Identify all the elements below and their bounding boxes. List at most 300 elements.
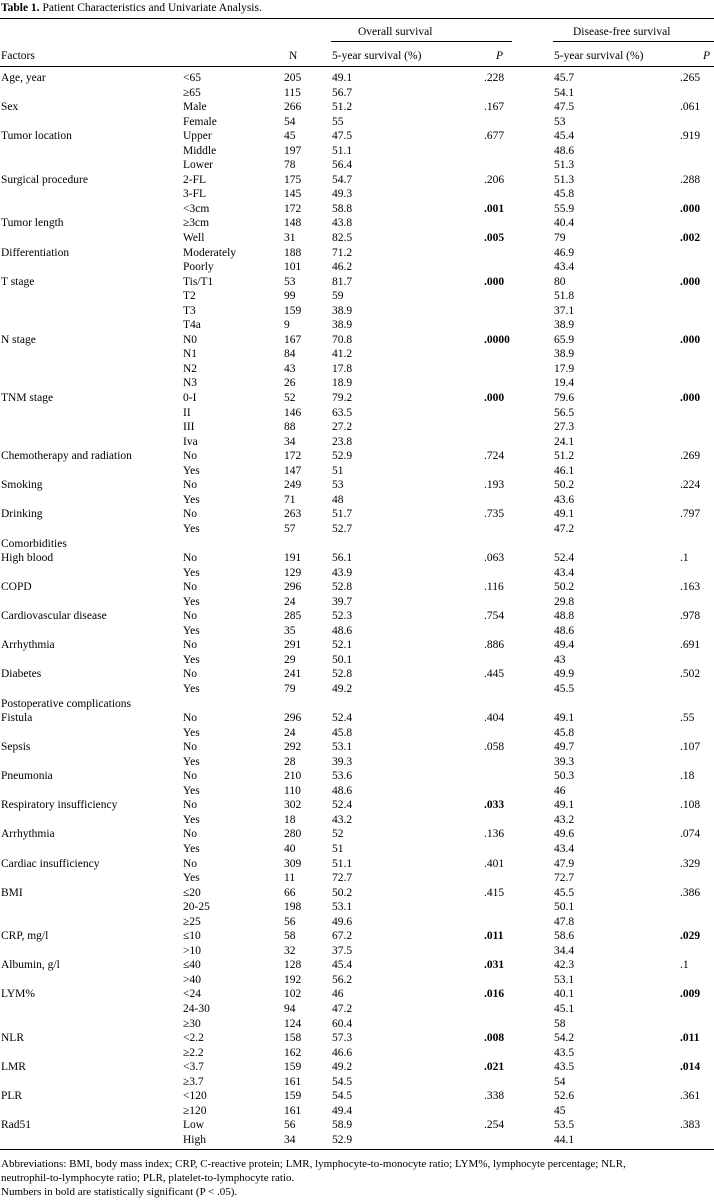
os-p-value-cell: .031 <box>484 959 505 972</box>
os-survival-cell: 50.1 <box>332 653 353 666</box>
table-body <box>0 71 714 1147</box>
n-cell: 161 <box>284 1104 302 1117</box>
factor-cell: Arrhythmia <box>1 828 55 841</box>
table-row <box>0 260 714 275</box>
level-cell: Yes <box>183 595 200 608</box>
level-cell: T2 <box>183 290 196 303</box>
table-row <box>0 71 714 86</box>
n-cell: 249 <box>284 479 302 492</box>
level-cell: Well <box>183 232 205 245</box>
os-survival-cell: 51.1 <box>332 144 353 157</box>
dfs-p-value-cell: .18 <box>680 770 695 783</box>
factor-cell: Chemotherapy and radiation <box>1 450 132 463</box>
level-cell: Poorly <box>183 261 214 274</box>
dfs-survival-cell: 40.4 <box>554 217 575 230</box>
n-cell: 148 <box>284 217 302 230</box>
dfs-survival-cell: 54.2 <box>554 1032 575 1045</box>
dfs-survival-cell: 65.9 <box>554 333 575 346</box>
n-cell: 205 <box>284 72 302 84</box>
level-cell: 20-25 <box>183 901 210 914</box>
level-cell: No <box>183 610 198 623</box>
n-cell: 159 <box>284 1061 302 1074</box>
dfs-survival-cell: 48.6 <box>554 624 575 637</box>
table-row <box>0 173 714 188</box>
n-cell: 84 <box>284 348 296 361</box>
table-row <box>0 653 714 668</box>
n-cell: 57 <box>284 522 296 535</box>
dfs-p-value-cell: .163 <box>680 581 701 594</box>
header-os-p: P <box>496 50 504 62</box>
os-p-value-cell: .008 <box>484 1032 505 1045</box>
table-row <box>0 624 714 639</box>
level-cell: <3.7 <box>183 1061 204 1074</box>
dfs-p-value-cell: .002 <box>680 232 701 245</box>
dfs-p-value-cell: .269 <box>680 450 701 463</box>
level-cell: No <box>183 581 198 594</box>
n-cell: 145 <box>284 188 302 201</box>
dfs-survival-cell: 19.4 <box>554 377 575 390</box>
os-survival-cell: 52.4 <box>332 712 353 725</box>
table-row <box>0 1075 714 1090</box>
level-cell: Male <box>183 101 207 114</box>
factor-cell: Comorbidities <box>1 537 67 550</box>
level-cell: Lower <box>183 159 214 172</box>
factor-cell: Sepsis <box>1 741 31 754</box>
dfs-survival-cell: 53.1 <box>554 973 575 986</box>
dfs-survival-cell: 38.9 <box>554 319 575 332</box>
factor-cell: Fistula <box>1 712 33 725</box>
dfs-survival-cell: 51.2 <box>554 450 575 463</box>
table-row <box>0 973 714 988</box>
table-row <box>0 1031 714 1046</box>
dfs-p-value-cell: .000 <box>680 275 701 288</box>
dfs-survival-cell: 58 <box>554 1017 566 1030</box>
dfs-survival-cell: 49.9 <box>554 668 575 681</box>
dfs-survival-cell: 42.3 <box>554 959 575 972</box>
table-row <box>0 551 714 566</box>
n-cell: 159 <box>284 1090 302 1103</box>
dfs-survival-cell: 39.3 <box>554 755 575 768</box>
header-rule <box>0 66 714 67</box>
dfs-survival-cell: 24.1 <box>554 435 575 448</box>
os-survival-cell: 56.1 <box>332 552 353 565</box>
os-p-value-cell: .021 <box>484 1061 505 1074</box>
level-cell: Iva <box>183 435 198 448</box>
n-cell: 175 <box>284 173 302 186</box>
os-survival-cell: 46.2 <box>332 261 353 274</box>
n-cell: 110 <box>284 784 301 797</box>
os-p-value-cell: .415 <box>484 886 505 899</box>
dfs-survival-cell: 55.9 <box>554 202 575 215</box>
level-cell: Upper <box>183 130 212 143</box>
dfs-survival-cell: 49.6 <box>554 828 575 841</box>
os-p-value-cell: .735 <box>484 508 505 521</box>
dfs-p-value-cell: .1 <box>680 959 689 972</box>
os-p-value-cell: .445 <box>484 668 505 681</box>
table-row <box>0 304 714 319</box>
dfs-p-value-cell: .329 <box>680 857 701 870</box>
dfs-survival-cell: 50.2 <box>554 479 575 492</box>
dfs-survival-cell: 49.1 <box>554 712 575 725</box>
level-cell: 24-30 <box>183 1003 210 1015</box>
level-cell: No <box>183 857 198 870</box>
dfs-p-value-cell: .386 <box>680 886 701 899</box>
level-cell: No <box>183 828 198 841</box>
level-cell: <2.2 <box>183 1032 204 1045</box>
os-p-value-cell: .063 <box>484 552 505 565</box>
footnote-abbreviations-line2: neutrophil-to-lymphocyte ratio; PLR, platelet-to-lymphocyte ratio. <box>1 1172 295 1184</box>
level-cell: No <box>183 741 198 754</box>
dfs-p-value-cell: .014 <box>680 1061 701 1074</box>
n-cell: 94 <box>284 1003 296 1015</box>
os-p-value-cell: .338 <box>484 1090 505 1103</box>
header-dfs-p: P <box>703 50 711 62</box>
os-survival-cell: 51.1 <box>332 857 353 870</box>
level-cell: ≤20 <box>183 886 201 899</box>
n-cell: 191 <box>284 552 302 565</box>
table-row <box>0 231 714 246</box>
level-cell: Yes <box>183 813 200 826</box>
dfs-p-value-cell: .061 <box>680 101 701 114</box>
n-cell: 58 <box>284 930 296 943</box>
dfs-survival-cell: 79 <box>554 232 566 245</box>
table-row <box>0 347 714 362</box>
os-survival-cell: 54.5 <box>332 1075 353 1088</box>
n-cell: 101 <box>284 261 302 274</box>
os-survival-cell: 82.5 <box>332 232 353 245</box>
factor-cell: Albumin, g/l <box>1 959 60 972</box>
n-cell: 56 <box>284 1119 296 1132</box>
table-row <box>0 478 714 493</box>
factor-cell: Tumor length <box>1 217 64 230</box>
n-cell: 56 <box>284 915 296 928</box>
table-row <box>0 537 714 552</box>
os-survival-cell: 41.2 <box>332 348 353 361</box>
table-row <box>0 886 714 901</box>
os-p-value-cell: .033 <box>484 799 505 812</box>
level-cell: 2-FL <box>183 173 206 186</box>
n-cell: 88 <box>284 421 296 434</box>
table-row <box>0 697 714 712</box>
level-cell: <3cm <box>183 202 210 215</box>
table-row <box>0 609 714 624</box>
table-row <box>0 667 714 682</box>
os-survival-cell: 39.3 <box>332 755 353 768</box>
factor-cell: Age, year <box>1 72 46 84</box>
os-survival-cell: 59 <box>332 290 344 303</box>
os-p-value-cell: .886 <box>484 639 505 652</box>
level-cell: Yes <box>183 726 200 739</box>
table-row <box>0 187 714 202</box>
factor-cell: LMR <box>1 1061 26 1074</box>
dfs-p-value-cell: .361 <box>680 1090 701 1103</box>
n-cell: 9 <box>284 319 290 332</box>
table-row <box>0 289 714 304</box>
os-survival-cell: 47.2 <box>332 1003 353 1015</box>
factor-cell: Tumor location <box>1 130 72 143</box>
n-cell: 34 <box>284 435 296 448</box>
n-cell: 32 <box>284 944 296 957</box>
level-cell: No <box>183 552 198 565</box>
footnote-significance: Numbers in bold are statistically significant (P < .05). <box>1 1186 238 1198</box>
n-cell: 78 <box>284 159 296 172</box>
os-p-value-cell: .116 <box>484 581 504 594</box>
os-p-value-cell: .724 <box>484 450 505 463</box>
os-p-value-cell: .167 <box>484 101 505 114</box>
os-survival-cell: 51.2 <box>332 101 353 114</box>
factor-cell: Pneumonia <box>1 770 53 783</box>
header-overall-survival: Overall survival <box>358 26 433 38</box>
dfs-survival-cell: 50.1 <box>554 901 575 914</box>
footnote-abbreviations-line1: Abbreviations: BMI, body mass index; CRP, C-reactive protein; LMR, lymphocyte-to-monocyte ratio; LYM%, lymphocyte percentage; NLR, <box>1 1158 626 1170</box>
factor-cell: T stage <box>1 275 35 288</box>
n-cell: 35 <box>284 624 296 637</box>
factor-cell: Postoperative complications <box>1 697 131 710</box>
factor-cell: Cardiac insufficiency <box>1 857 100 870</box>
table-row <box>0 420 714 435</box>
factor-cell: High blood <box>1 552 54 565</box>
os-survival-cell: 56.7 <box>332 86 353 99</box>
table-row <box>0 493 714 508</box>
dfs-survival-cell: 50.2 <box>554 581 575 594</box>
dfs-p-value-cell: .691 <box>680 639 701 652</box>
factor-cell: Rad51 <box>1 1119 32 1132</box>
dfs-survival-cell: 47.8 <box>554 915 575 928</box>
level-cell: ≥30 <box>183 1017 201 1030</box>
dfs-p-value-cell: .288 <box>680 173 701 186</box>
n-cell: 162 <box>284 1046 302 1059</box>
dfs-survival-cell: 46.1 <box>554 464 575 477</box>
dfs-survival-cell: 54 <box>554 1075 566 1088</box>
n-cell: 285 <box>284 610 302 623</box>
n-cell: 66 <box>284 886 296 899</box>
table-row <box>0 1017 714 1032</box>
os-survival-cell: 52.4 <box>332 799 353 812</box>
table-row <box>0 216 714 231</box>
dfs-survival-cell: 43.2 <box>554 813 575 826</box>
dfs-p-value-cell: .009 <box>680 988 701 1001</box>
level-cell: Yes <box>183 755 200 768</box>
table-row <box>0 449 714 464</box>
n-cell: 18 <box>284 813 296 826</box>
level-cell: ≥120 <box>183 1104 207 1117</box>
os-p-value-cell: .228 <box>484 72 505 84</box>
table-row <box>0 711 714 726</box>
table-row <box>0 580 714 595</box>
table-row <box>0 944 714 959</box>
dfs-survival-cell: 43.4 <box>554 842 575 855</box>
dfs-p-value-cell: .1 <box>680 552 689 565</box>
level-cell: Yes <box>183 872 200 885</box>
os-survival-cell: 51 <box>332 464 344 477</box>
dfs-survival-cell: 51.8 <box>554 290 575 303</box>
dfs-survival-cell: 17.9 <box>554 362 575 375</box>
table-row <box>0 769 714 784</box>
table-row <box>0 318 714 333</box>
table-row <box>0 158 714 173</box>
os-survival-cell: 48 <box>332 493 344 506</box>
dfs-p-value-cell: .000 <box>680 202 701 215</box>
dfs-survival-cell: 49.7 <box>554 741 575 754</box>
level-cell: >10 <box>183 944 201 957</box>
level-cell: <65 <box>183 72 201 84</box>
table-row <box>0 871 714 886</box>
os-p-value-cell: .001 <box>484 202 505 215</box>
factor-cell: TNM stage <box>1 392 54 405</box>
level-cell: ≥3cm <box>183 217 210 230</box>
table-row <box>0 740 714 755</box>
dfs-survival-cell: 54.1 <box>554 86 575 99</box>
factor-cell: Sex <box>1 101 19 114</box>
os-survival-cell: 67.2 <box>332 930 353 943</box>
os-survival-cell: 37.5 <box>332 944 353 957</box>
table-caption-label: Table 1. <box>1 2 40 14</box>
os-p-value-cell: .000 <box>484 392 505 405</box>
dfs-survival-cell: 53.5 <box>554 1119 575 1132</box>
dfs-survival-cell: 43.4 <box>554 566 575 579</box>
factor-cell: Drinking <box>1 508 43 521</box>
table-row <box>0 144 714 159</box>
dfs-survival-cell: 43 <box>554 653 566 666</box>
os-survival-cell: 70.8 <box>332 333 353 346</box>
table-row <box>0 682 714 697</box>
os-survival-cell: 23.8 <box>332 435 353 448</box>
table-row <box>0 915 714 930</box>
n-cell: 241 <box>284 668 302 681</box>
dfs-p-value-cell: .074 <box>680 828 701 841</box>
os-survival-cell: 45.8 <box>332 726 353 739</box>
table-row <box>0 566 714 581</box>
level-cell: ≤40 <box>183 959 201 972</box>
factor-cell: Diabetes <box>1 668 42 681</box>
dfs-survival-cell: 51.3 <box>554 159 575 172</box>
dfs-survival-cell: 45.4 <box>554 130 575 143</box>
factor-cell: PLR <box>1 1090 23 1103</box>
dfs-survival-cell: 80 <box>554 275 566 288</box>
os-survival-cell: 49.2 <box>332 682 353 695</box>
n-cell: 266 <box>284 101 302 114</box>
factor-cell: Arrhythmia <box>1 639 55 652</box>
os-survival-cell: 52.8 <box>332 668 353 681</box>
table-row <box>0 391 714 406</box>
os-p-value-cell: .000 <box>484 275 505 288</box>
dfs-survival-cell: 43.6 <box>554 493 575 506</box>
level-cell: <24 <box>183 988 201 1001</box>
table-row <box>0 1060 714 1075</box>
n-cell: 198 <box>284 901 302 914</box>
dfs-survival-cell: 44.1 <box>554 1133 575 1146</box>
level-cell: No <box>183 668 198 681</box>
dfs-p-value-cell: .107 <box>680 741 701 754</box>
dfs-p-value-cell: .011 <box>680 1032 700 1045</box>
level-cell: No <box>183 799 198 812</box>
dfs-p-value-cell: .224 <box>680 479 701 492</box>
os-survival-cell: 55 <box>332 115 344 128</box>
os-survival-cell: 71.2 <box>332 246 353 259</box>
os-survival-cell: 51 <box>332 842 344 855</box>
os-survival-cell: 52.7 <box>332 522 353 535</box>
n-cell: 43 <box>284 362 296 375</box>
table-row <box>0 595 714 610</box>
dfs-survival-cell: 29.8 <box>554 595 575 608</box>
dfs-p-value-cell: .919 <box>680 130 701 143</box>
os-survival-cell: 53.1 <box>332 741 353 754</box>
n-cell: 115 <box>284 86 301 99</box>
os-p-value-cell: .0000 <box>484 333 510 346</box>
dfs-survival-cell: 52.4 <box>554 552 575 565</box>
n-cell: 210 <box>284 770 302 783</box>
n-cell: 302 <box>284 799 302 812</box>
n-cell: 31 <box>284 232 296 245</box>
os-survival-cell: 60.4 <box>332 1017 353 1030</box>
os-survival-cell: 50.2 <box>332 886 353 899</box>
table-row <box>0 987 714 1002</box>
level-cell: Female <box>183 115 217 128</box>
os-survival-cell: 58.9 <box>332 1119 353 1132</box>
os-survival-cell: 38.9 <box>332 304 353 317</box>
level-cell: Yes <box>183 624 200 637</box>
n-cell: 102 <box>284 988 302 1001</box>
level-cell: Yes <box>183 653 200 666</box>
level-cell: No <box>183 479 198 492</box>
os-p-value-cell: .206 <box>484 173 505 186</box>
os-survival-cell: 52.9 <box>332 450 353 463</box>
overall-survival-underline <box>331 41 512 42</box>
os-p-value-cell: .254 <box>484 1119 505 1132</box>
factor-cell: BMI <box>1 886 23 899</box>
dfs-survival-cell: 45.8 <box>554 726 575 739</box>
level-cell: N0 <box>183 333 198 346</box>
n-cell: 192 <box>284 973 302 986</box>
level-cell: ≥3.7 <box>183 1075 204 1088</box>
factor-cell: Respiratory insufficiency <box>1 799 118 812</box>
dfs-survival-cell: 46 <box>554 784 566 797</box>
os-survival-cell: 49.3 <box>332 188 353 201</box>
dfs-survival-cell: 79.6 <box>554 392 575 405</box>
n-cell: 124 <box>284 1017 302 1030</box>
table-caption-text: Patient Characteristics and Univariate Analysis. <box>42 2 262 14</box>
dfs-survival-cell: 40.1 <box>554 988 575 1001</box>
n-cell: 71 <box>284 493 296 506</box>
dfs-p-value-cell: .000 <box>680 333 701 346</box>
n-cell: 26 <box>284 377 296 390</box>
os-survival-cell: 52.3 <box>332 610 353 623</box>
dfs-survival-cell: 43.4 <box>554 261 575 274</box>
level-cell: 0-I <box>183 392 197 405</box>
factor-cell: N stage <box>1 333 36 346</box>
n-cell: 172 <box>284 202 302 215</box>
header-disease-free-survival: Disease-free survival <box>573 26 671 38</box>
header-os-5yr: 5-year survival (%) <box>332 50 422 62</box>
os-survival-cell: 18.9 <box>332 377 353 390</box>
table-row <box>0 798 714 813</box>
factor-cell: NLR <box>1 1032 24 1045</box>
table-row <box>0 842 714 857</box>
level-cell: No <box>183 508 198 521</box>
dfs-survival-cell: 58.6 <box>554 930 575 943</box>
table-row <box>0 900 714 915</box>
table-row <box>0 813 714 828</box>
table-row <box>0 435 714 450</box>
os-p-value-cell: .401 <box>484 857 505 870</box>
dfs-survival-cell: 47.2 <box>554 522 575 535</box>
os-survival-cell: 48.6 <box>332 624 353 637</box>
os-p-value-cell: .016 <box>484 988 505 1001</box>
dfs-p-value-cell: .000 <box>680 392 701 405</box>
table-row <box>0 638 714 653</box>
n-cell: 197 <box>284 144 302 157</box>
table-row <box>0 507 714 522</box>
